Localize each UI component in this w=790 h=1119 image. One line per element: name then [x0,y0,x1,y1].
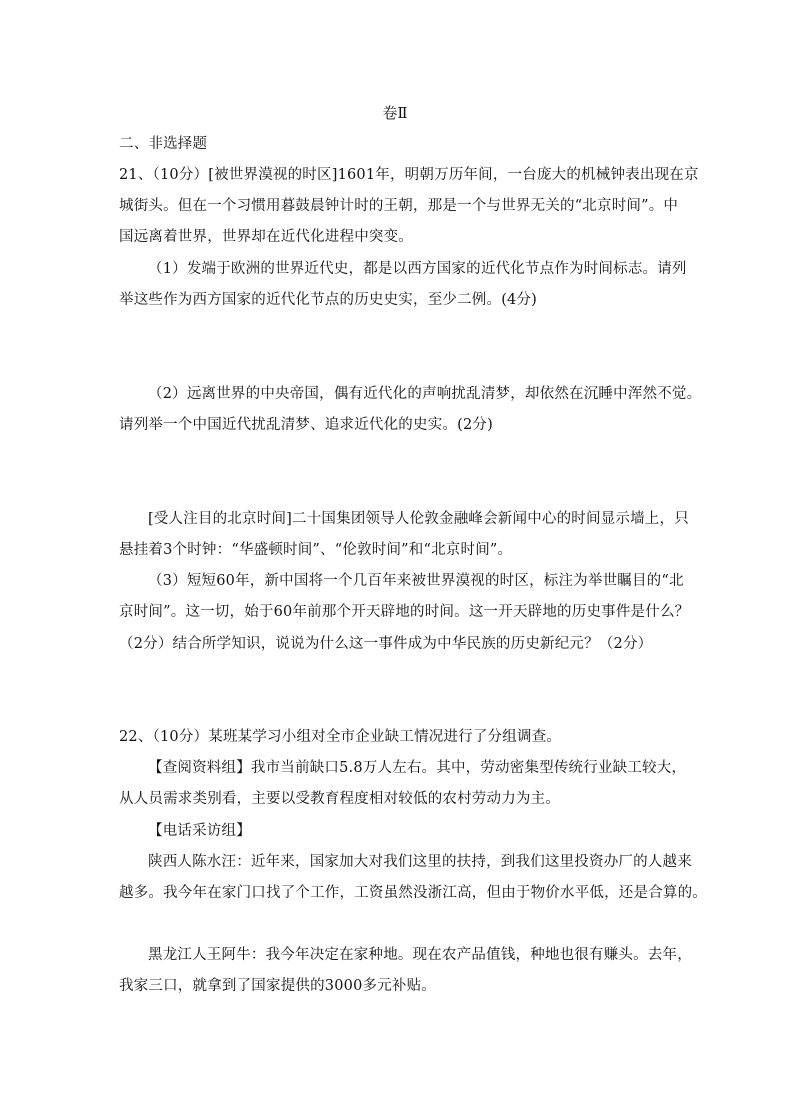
q21-sub2-line: 请列举一个中国近代扰乱清梦、追求近代化的史实。(2分) [119,417,493,433]
q21-material-line: [受人注目的北京时间]二十国集团领导人伦敦金融峰会新闻中心的时间显示墙上，只 [148,511,689,527]
q21-sub1-line: 举这些作为西方国家的近代化节点的历史史实，至少二例。(4分) [119,292,538,308]
q22-heilongjiang-line: 我家三口，就拿到了国家提供的3000多元补贴。 [119,978,436,994]
q21-sub2-line: （2）远离世界的中央帝国，偶有近代化的声响扰乱清梦，却依然在沉睡中浑然不觉。 [148,386,702,402]
q21-intro-line: 城街头。但在一个习惯用暮鼓晨钟计时的王朝，那是一个与世界无关的“北京时间”。中 [119,198,679,214]
q22-research-line: 从人员需求类别看，主要以受教育程度相对较低的农村劳动力为主。 [119,791,560,807]
volume-title: 卷Ⅱ [382,104,408,122]
q22-research-line: 【查阅资料组】我市当前缺口5.8万人左右。其中，劳动密集型传统行业缺工较大， [148,760,687,776]
q22-intro: 22、（10分）某班某学习小组对全市企业缺工情况进行了分组调查。 [119,729,562,745]
q21-material-line: 悬挂着3个时钟：“华盛顿时间”、“伦敦时间”和“北京时间”。 [119,542,513,558]
q22-shaanxi-line: 越多。我今年在家门口找了个工作，工资虽然没浙江高，但由于物价水平低，还是合算的。 [119,885,707,901]
q22-phone-group-title: 【电话采访组】 [148,823,251,839]
q21-sub3-line: （3）短短60年，新中国将一个几百年来被世界漠视的时区，标注为举世瞩目的“北 [148,573,684,589]
q21-sub3-line: 京时间”。这一切，始于60年前那个开天辟地的时间。这一开天辟地的历史事件是什么？ [119,604,690,620]
q22-shaanxi-line: 陕西人陈水汪：近年来，国家加大对我们这里的扶持，到我们这里投资办厂的人越来 [148,854,692,870]
section-title: 二、非选择题 [119,136,208,152]
q21-sub1-line: （1）发端于欧洲的世界近代史，都是以西方国家的近代化节点作为时间标志。请列 [148,261,687,277]
q21-intro-line: 国远离着世界，世界却在近代化进程中突变。 [119,229,413,245]
q22-heilongjiang-line: 黑龙江人王阿牛：我今年决定在家种地。现在农产品值钱，种地也很有赚头。去年， [148,947,692,963]
q21-intro-line: 21、（10分）[被世界漠视的时区]1601年，明朝万历年间，一台庞大的机械钟表出现在京 [119,167,699,183]
q21-sub3-line: （2分）结合所学知识，说说为什么这一事件成为中华民族的历史新纪元？（2分） [119,636,653,652]
